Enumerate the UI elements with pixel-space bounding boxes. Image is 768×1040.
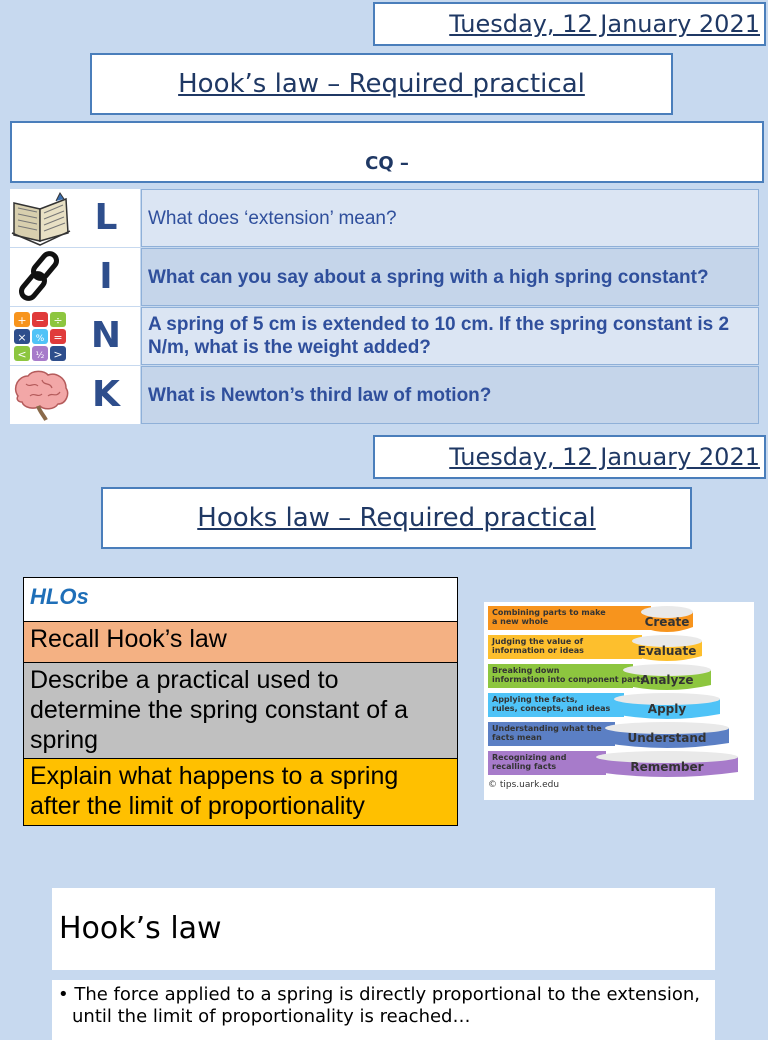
svg-text:−: −	[35, 314, 45, 327]
link-row-k	[10, 366, 759, 424]
svg-text:<: <	[17, 348, 27, 361]
bloom-description: Recognizing and	[492, 753, 567, 762]
bloom-description: Judging the value of	[492, 637, 584, 646]
chain-link-icon	[10, 248, 72, 306]
bloom-description: Breaking down	[492, 666, 560, 675]
bloom-description: information or ideas	[492, 646, 584, 655]
brain-icon	[10, 366, 72, 424]
hooks-law-bullet-box	[52, 980, 715, 1040]
bloom-description: Combining parts to make	[492, 608, 606, 617]
hooks-law-heading: Hook’s law	[59, 911, 222, 946]
link-row-n	[10, 307, 759, 365]
link-question-4: What is Newton’s third law of motion?	[141, 366, 759, 424]
slide-title-2: Hooks law – Required practical	[101, 487, 692, 549]
bloom-level-remember	[488, 751, 738, 777]
bloom-level-understand	[488, 722, 729, 748]
svg-text:%: %	[35, 334, 45, 344]
bloom-description: Understanding what the	[492, 724, 602, 733]
cq-box: CQ –	[10, 121, 764, 183]
bloom-description: recalling facts	[492, 762, 557, 771]
bloom-label: Apply	[647, 702, 687, 716]
bloom-description: rules, concepts, and ideas	[492, 704, 611, 713]
bloom-label: Evaluate	[637, 644, 697, 658]
bloom-description: a new whole	[492, 617, 549, 626]
hooks-law-bullet-text: The force applied to a spring is directly proportional to the extension, until the limit of proportionality is reached…	[72, 984, 700, 1027]
bloom-description: facts mean	[492, 733, 542, 742]
hooks-law-bullet: • The force applied to a spring is directly proportional to the extension, until the limit of proportionality is reached…	[58, 984, 700, 1027]
svg-text:=: =	[53, 331, 63, 344]
link-letter-k: K	[72, 366, 140, 424]
slide-title-1: Hook’s law – Required practical	[90, 53, 673, 115]
bloom-label: Create	[644, 615, 690, 629]
link-letter-i: I	[72, 248, 140, 306]
bloom-level-evaluate	[488, 635, 702, 661]
svg-text:÷: ÷	[53, 314, 63, 327]
bloom-description: Applying the facts,	[492, 695, 578, 704]
svg-text:×: ×	[17, 331, 27, 344]
hlo-item-3: Explain what happens to a spring after the limit of proportionality	[23, 759, 458, 826]
link-letter-n: N	[72, 307, 140, 365]
calculator-icon	[10, 307, 72, 365]
link-letter-l: L	[72, 189, 140, 247]
bloom-label: Remember	[630, 760, 704, 774]
book-icon	[10, 189, 72, 247]
link-row-l	[10, 189, 759, 247]
bloom-label: Understand	[627, 731, 707, 745]
hlo-item-1: Recall Hook’s law	[23, 622, 458, 663]
bloom-description: information into component parts	[492, 675, 646, 684]
blooms-taxonomy-graphic	[484, 602, 754, 800]
bloom-level-apply	[488, 693, 720, 719]
hlo-table	[23, 577, 458, 826]
hooks-law-heading-box	[52, 888, 715, 970]
link-row-i	[10, 248, 759, 306]
link-question-1: What does ‘extension’ mean?	[141, 189, 759, 247]
bloom-credit: © tips.uark.edu	[488, 780, 560, 790]
svg-text:½: ½	[35, 351, 45, 361]
date-box-2: Tuesday, 12 January 2021	[373, 435, 766, 479]
svg-text:>: >	[53, 348, 63, 361]
bloom-level-analyze	[488, 664, 711, 690]
hlo-heading: HLOs	[23, 577, 458, 622]
bloom-label: Analyze	[640, 673, 694, 687]
hlo-item-2: Describe a practical used to determine the spring constant of a spring	[23, 663, 458, 759]
date-box-1: Tuesday, 12 January 2021	[373, 2, 766, 46]
svg-text:+: +	[17, 314, 27, 327]
link-question-2: What can you say about a spring with a high spring constant?	[141, 248, 759, 306]
link-question-3: A spring of 5 cm is extended to 10 cm. If the spring constant is 2 N/m, what is the weight added?	[141, 307, 759, 365]
bloom-level-create	[488, 606, 693, 632]
link-table	[10, 189, 759, 423]
